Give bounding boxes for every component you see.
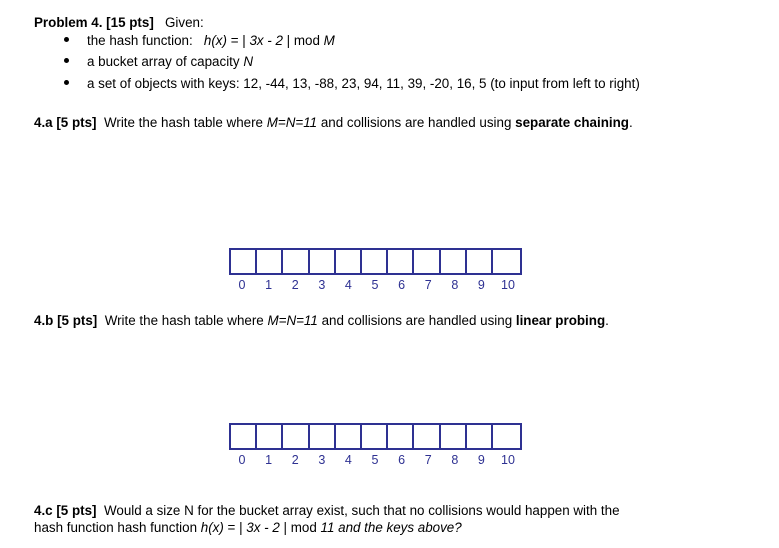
part-b-label: 4.b [5 pts]	[34, 313, 98, 328]
bucket-index-8: 8	[451, 453, 459, 467]
part-c-label: 4.c [5 pts]	[34, 503, 97, 518]
bucket-index-8: 8	[451, 278, 459, 292]
bucket-cell-3	[310, 250, 336, 273]
given-label: Given:	[164, 15, 204, 30]
bullet-keys: a set of objects with keys: 12, -44, 13, -88, 23, 94, 11, 39, -20, 16, 5 (to input from left to right)	[87, 76, 640, 91]
bucket-cell-10	[493, 425, 519, 448]
bucket-cell-9	[467, 250, 493, 273]
bucket-index-5: 5	[371, 453, 379, 467]
problem-header	[34, 16, 204, 29]
bucket-cell-7	[414, 250, 440, 273]
bucket-index-6: 6	[398, 278, 406, 292]
bucket-cell-9	[467, 425, 493, 448]
bullet-dot-3	[64, 80, 69, 85]
bucket-index-10: 10	[501, 453, 515, 467]
bucket-index-1: 1	[265, 278, 273, 292]
bucket-cell-1	[257, 425, 283, 448]
bucket-array-a	[229, 248, 522, 275]
bucket-index-6: 6	[398, 453, 406, 467]
bucket-index-9: 9	[477, 453, 485, 467]
bucket-cell-4	[336, 425, 362, 448]
problem-title: Problem 4. [15 pts]	[34, 15, 154, 30]
bucket-cell-1	[257, 250, 283, 273]
part-c-question-line1: 4.c [5 pts] Would a size N for the bucket array exist, such that no collisions would happen with the	[34, 503, 620, 518]
bucket-cell-3	[310, 425, 336, 448]
bullet-hash-function: the hash function: h(x) = | 3x - 2 | mod M	[87, 33, 335, 48]
bucket-index-4: 4	[344, 278, 352, 292]
bullet-bucket-array: a bucket array of capacity N	[87, 54, 253, 69]
bucket-index-3: 3	[318, 278, 326, 292]
bucket-cell-8	[441, 425, 467, 448]
bucket-cell-6	[388, 425, 414, 448]
bucket-index-0: 0	[238, 453, 246, 467]
bucket-index-3: 3	[318, 453, 326, 467]
bucket-cell-0	[231, 250, 257, 273]
bucket-index-7: 7	[424, 278, 432, 292]
bucket-index-10: 10	[501, 278, 515, 292]
bucket-index-5: 5	[371, 278, 379, 292]
bucket-index-1: 1	[265, 453, 273, 467]
part-a-label: 4.a [5 pts]	[34, 115, 97, 130]
bucket-cell-0	[231, 425, 257, 448]
bucket-index-2: 2	[291, 278, 299, 292]
bucket-index-2: 2	[291, 453, 299, 467]
bucket-cell-10	[493, 250, 519, 273]
bullet-dot-2	[64, 58, 69, 63]
bucket-cell-2	[283, 250, 309, 273]
bucket-cell-4	[336, 250, 362, 273]
part-b-question: 4.b [5 pts] Write the hash table where M=N=11 and collisions are handled using linear probing.	[34, 313, 609, 328]
bucket-cell-6	[388, 250, 414, 273]
part-c-question-line2: hash function hash function h(x) = | 3x - 2 | mod 11 and the keys above?	[34, 520, 462, 535]
part-a-question: 4.a [5 pts] Write the hash table where M=N=11 and collisions are handled using separate chaining.	[34, 115, 633, 130]
bucket-index-0: 0	[238, 278, 246, 292]
bucket-cell-7	[414, 425, 440, 448]
bucket-cell-5	[362, 250, 388, 273]
bucket-cell-2	[283, 425, 309, 448]
bucket-index-9: 9	[477, 278, 485, 292]
bucket-index-4: 4	[344, 453, 352, 467]
bucket-index-7: 7	[424, 453, 432, 467]
bucket-cell-5	[362, 425, 388, 448]
bucket-array-b	[229, 423, 522, 450]
bullet-dot-1	[64, 37, 69, 42]
bucket-cell-8	[441, 250, 467, 273]
